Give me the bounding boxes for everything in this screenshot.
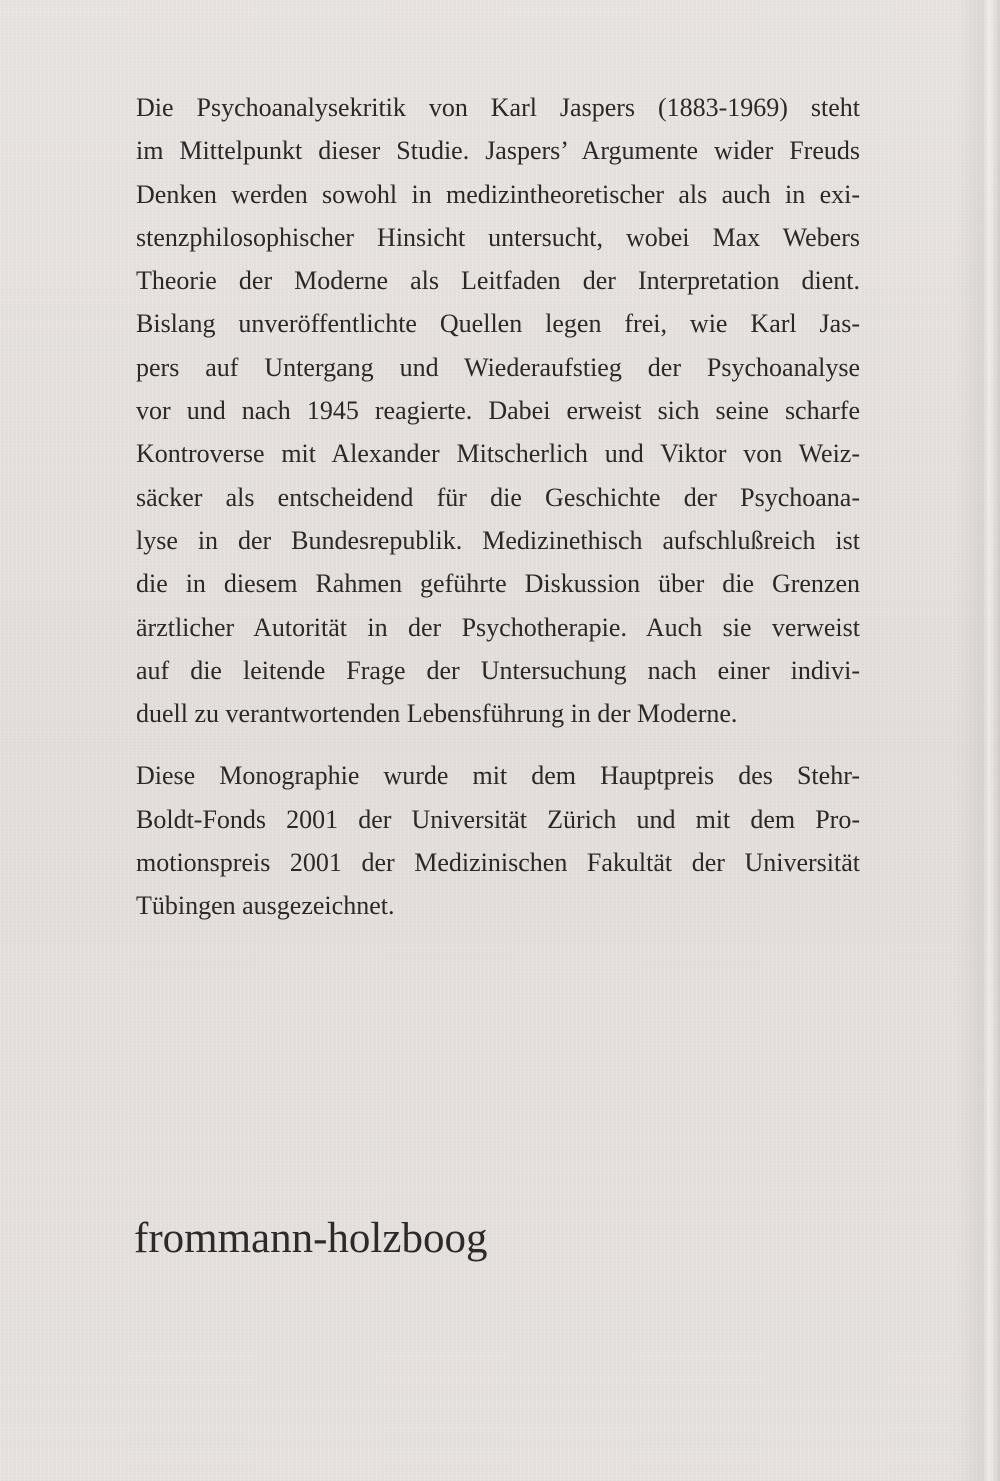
blurb-line: säcker als entscheidend für die Geschichte der Psychoana- — [136, 482, 860, 512]
publisher-name: frommann-holzboog — [134, 1215, 488, 1262]
blurb-line: motionspreis 2001 der Medizinischen Fakultät der Universität — [136, 848, 860, 878]
blurb-line: stenzphilosophischer Hinsicht untersucht, wobei Max Webers — [136, 222, 860, 252]
blurb-line: Denken werden sowohl in medizintheoretischer als auch in exi- — [136, 179, 860, 209]
blurb-line: pers auf Untergang und Wiederaufstieg der Psychoanalyse — [136, 352, 860, 382]
blurb-text — [136, 86, 860, 928]
blurb-line: Kontroverse mit Alexander Mitscherlich und Viktor von Weiz- — [136, 439, 860, 469]
blurb-line: vor und nach 1945 reagierte. Dabei erweist sich seine scharfe — [136, 396, 860, 426]
cover-edge — [956, 0, 1000, 1481]
blurb-line: duell zu verantwortenden Lebensführung in der Moderne. — [136, 699, 738, 729]
blurb-paragraph-1 — [136, 86, 860, 735]
blurb-line: ärztlicher Autorität in der Psychotherapie. Auch sie verweist — [136, 612, 860, 642]
blurb-line: Bislang unveröffentlichte Quellen legen frei, wie Karl Jas- — [136, 309, 860, 339]
blurb-line: lyse in der Bundesrepublik. Medizinethisch aufschlußreich ist — [136, 525, 860, 555]
blurb-paragraph-2 — [136, 754, 860, 927]
blurb-line: Theorie der Moderne als Leitfaden der Interpretation dient. — [136, 266, 860, 296]
blurb-line: im Mittelpunkt dieser Studie. Jaspers’ Argumente wider Freuds — [136, 136, 860, 166]
blurb-line: Boldt-Fonds 2001 der Universität Zürich und mit dem Pro- — [136, 804, 860, 834]
blurb-line: auf die leitende Frage der Untersuchung nach einer indivi- — [136, 655, 860, 685]
blurb-line: Tübingen ausgezeichnet. — [136, 891, 395, 921]
blurb-line: Diese Monographie wurde mit dem Hauptpreis des Stehr- — [136, 761, 860, 791]
blurb-line: Die Psychoanalysekritik von Karl Jaspers (1883-1969) steht — [136, 93, 860, 122]
blurb-line: die in diesem Rahmen geführte Diskussion über die Grenzen — [136, 569, 860, 599]
